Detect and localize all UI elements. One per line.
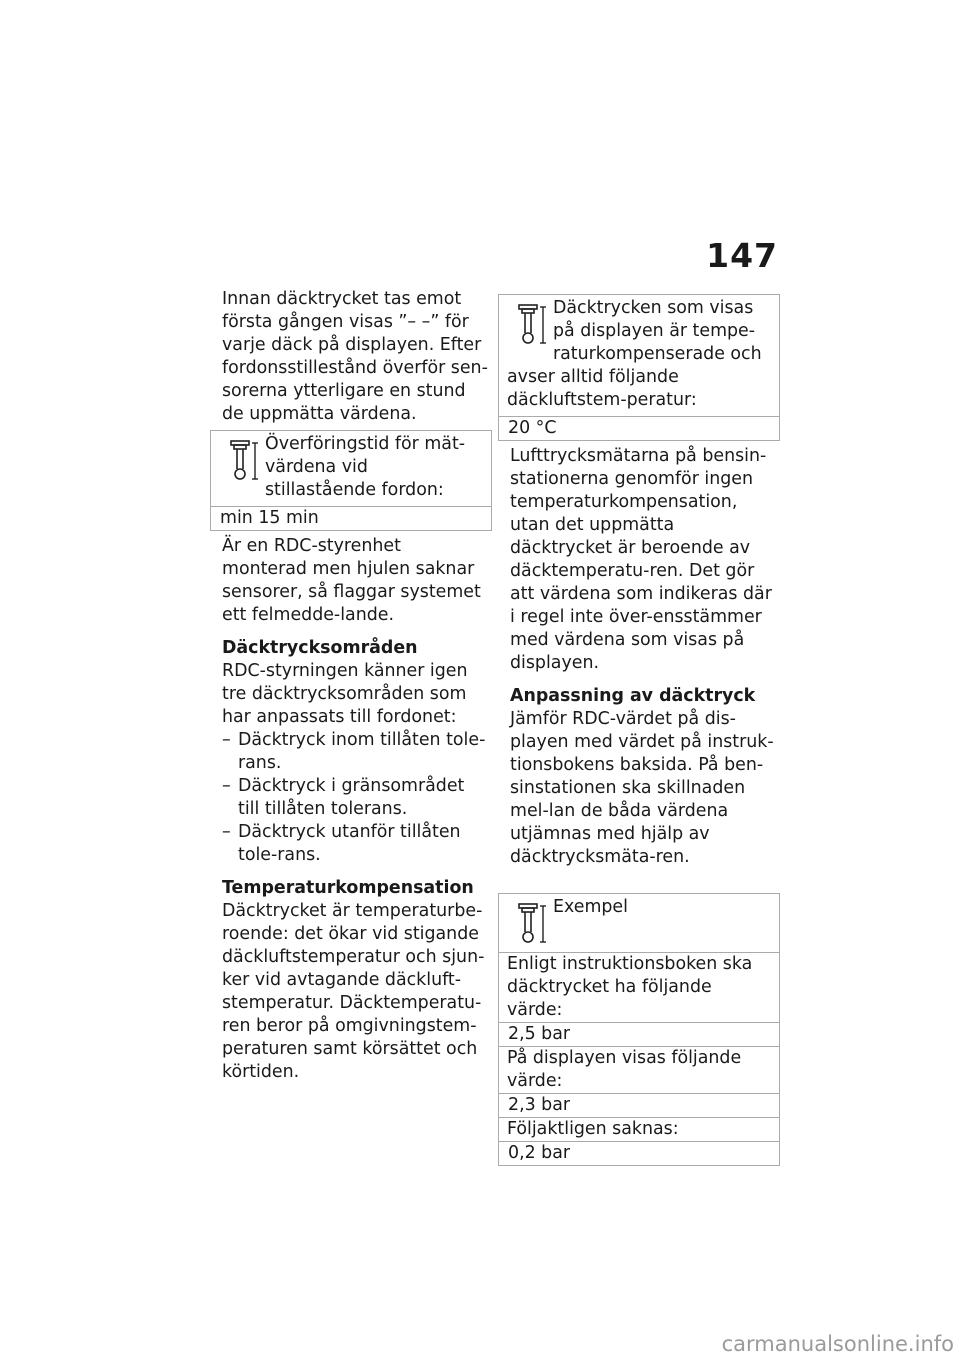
temperature-reference-box	[498, 294, 780, 441]
list-item: – Däcktryck utanför tillåten tole-rans.	[222, 821, 490, 867]
example-box	[498, 893, 780, 1166]
transfer-time-value: min 15 min	[211, 506, 491, 530]
pressure-gauge-icon	[227, 437, 261, 483]
example-row: 2,3 bar	[499, 1093, 779, 1117]
example-title: Exempel	[553, 897, 628, 917]
ranges-heading: Däcktrycksområden	[222, 638, 418, 658]
watermark: carmanualsonline.info	[721, 1332, 954, 1356]
temperature-reference-box-header	[499, 295, 779, 416]
right-column	[507, 288, 778, 1170]
temperature-reference-title: Däcktrycken som visas på displayen är tempe-raturkompenserade och avser alltid följande däckluftstem-peratur:	[507, 298, 762, 410]
example-box-header	[499, 894, 779, 952]
temperature-heading: Temperaturkompensation	[222, 878, 474, 898]
ranges-list	[222, 729, 490, 867]
example-row: 2,5 bar	[499, 1022, 779, 1046]
transfer-time-box-header	[211, 431, 491, 506]
example-row: 0,2 bar	[499, 1141, 779, 1165]
transfer-time-title: Överföringstid för mät-värdena vid stillastående fordon:	[265, 434, 466, 500]
adjust-heading: Anpassning av däcktryck	[510, 686, 756, 706]
adjust-paragraph: Jämför RDC-värdet på dis-playen med värdet på instruk-tionsbokens baksida. På ben-sinstationen ska skillnaden mel-lan de båda värdena utjämnas med hjälp av däcktrycksmäta-ren.	[510, 709, 774, 867]
example-row: Enligt instruktionsboken ska däcktrycket ha följande värde:	[499, 952, 779, 1022]
example-row: Följaktligen saknas:	[499, 1117, 779, 1141]
rdc-note-paragraph: Är en RDC-styrenhet monterad men hjulen saknar sensorer, så flaggar systemet ett felmedde-lande.	[222, 536, 481, 625]
temperature-paragraph: Däcktrycket är temperaturbe-roende: det ökar vid stigande däckluftstemperatur och sjun-ker vid avtagande däckluft-stemperatur. Däcktemperatu-ren beror på omgivningstem-peraturen samt körsättet och körtiden.	[222, 901, 485, 1082]
list-item: – Däcktryck i gränsområdet till tillåten tolerans.	[222, 775, 490, 821]
transfer-time-box	[210, 430, 492, 531]
left-column	[222, 288, 490, 1084]
intro-paragraph: Innan däcktrycket tas emot första gången visas ”– –” för varje däck på displayen. Efter fordonsstillestånd överför sen-sorerna ytterligare en stund de uppmätta värdena.	[222, 289, 488, 424]
station-paragraph: Lufttrycksmätarna på bensin-stationerna genomför ingen temperaturkompensation, utan det uppmätta däcktrycket är beroende av däcktemperatu-ren. Det gör att värdena som indikeras där i regel inte över-ensstämmer med värdena som visas på displayen.	[510, 446, 772, 673]
temperature-reference-value: 20 °C	[499, 416, 779, 440]
pressure-gauge-icon	[515, 301, 549, 347]
page-number: 147	[706, 236, 778, 275]
list-item: – Däcktryck inom tillåten tole-rans.	[222, 729, 490, 775]
example-row: På displayen visas följande värde:	[499, 1046, 779, 1093]
pressure-gauge-icon	[515, 900, 549, 946]
ranges-intro: RDC-styrningen känner igen tre däcktrycksområden som har anpassats till fordonet:	[222, 661, 468, 727]
